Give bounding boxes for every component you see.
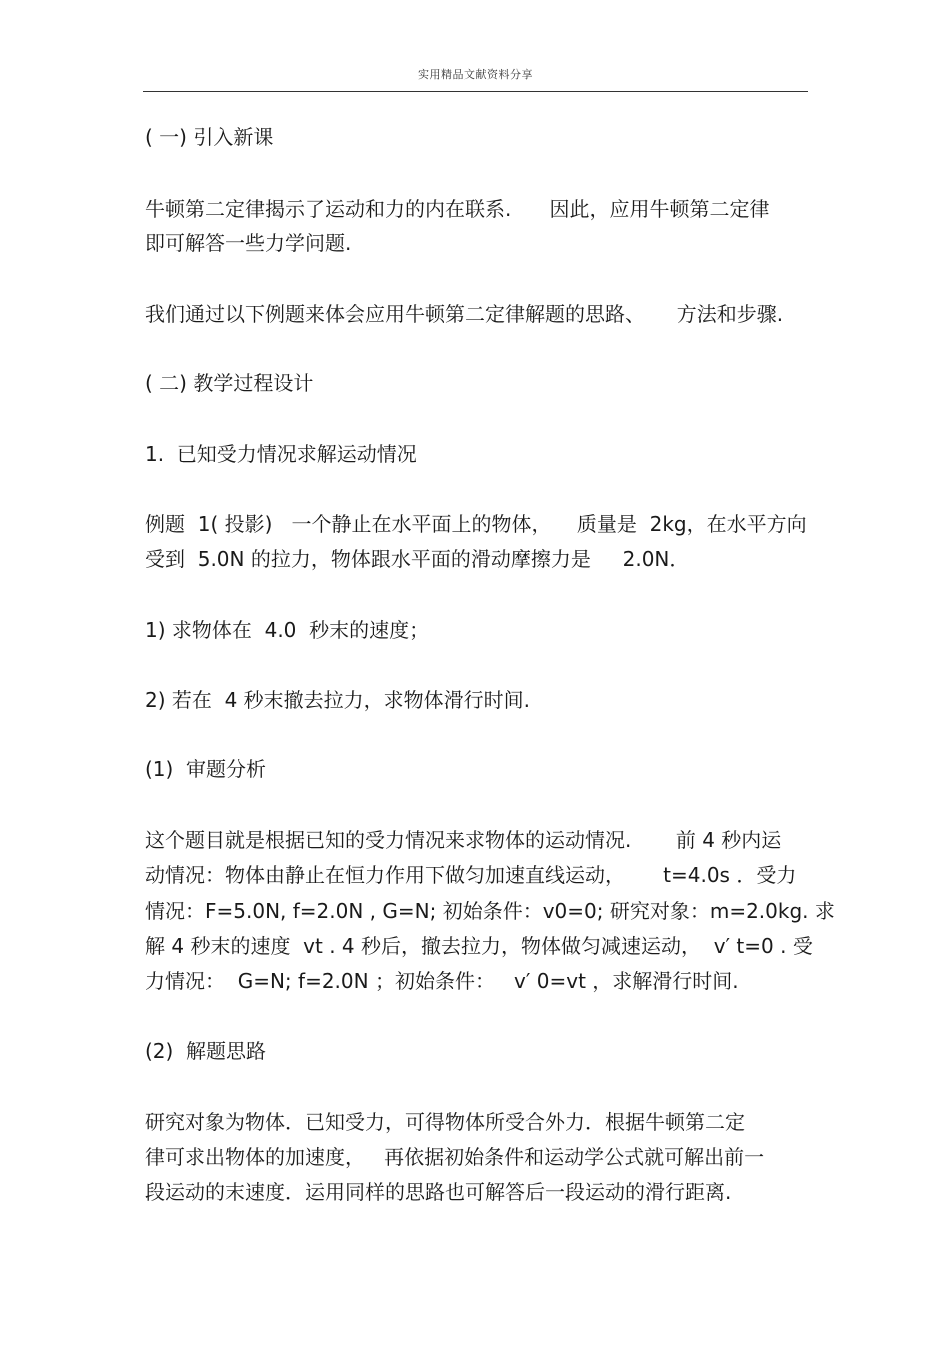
paragraph-line: 动情况：物体由静止在恒力作用下做匀加速直线运动， t=4.0s ．受力 <box>145 863 797 887</box>
paragraph-line: 受到 5.0N 的拉力，物体跟水平面的滑动摩擦力是 2.0N． <box>145 547 690 571</box>
paragraph-line: 研究对象为物体．已知受力，可得物体所受合外力．根据牛顿第二定 <box>145 1110 745 1134</box>
paragraph-line: 律可求出物体的加速度， 再依据初始条件和运动学公式就可解出前一 <box>145 1145 765 1169</box>
paragraph-line: 情况：F=5.0N, f=2.0N , G=N; 初始条件：v0=0; 研究对象：m=2.0kg. 求 <box>145 899 835 923</box>
question-item: 1) 求物体在 4.0 秒末的速度； <box>145 618 430 642</box>
paragraph-line: 我们通过以下例题来体会应用牛顿第二定律解题的思路、 方法和步骤. <box>145 302 784 326</box>
question-item: 2) 若在 4 秒末撤去拉力，求物体滑行时间. <box>145 688 531 712</box>
paragraph-line: 即可解答一些力学问题. <box>145 231 352 255</box>
page-header: 实用精品文献资料分享 <box>418 68 533 81</box>
subsection-heading: 1. 已知受力情况求解运动情况 <box>145 442 417 466</box>
subsection-heading: (2) 解题思路 <box>145 1039 267 1063</box>
section-heading-intro: ( 一) 引入新课 <box>145 125 274 149</box>
paragraph-line: 段运动的末速度．运用同样的思路也可解答后一段运动的滑行距离. <box>145 1180 732 1204</box>
paragraph-line: 力情况： G=N; f=2.0N ；初始条件： v′ 0=vt ，求解滑行时间. <box>145 969 739 993</box>
header-rule <box>143 91 808 92</box>
subsection-heading: (1) 审题分析 <box>145 757 267 781</box>
paragraph-line: 例题 1( 投影) 一个静止在水平面上的物体， 质量是 2kg，在水平方向 <box>145 512 807 536</box>
paragraph-line: 解 4 秒末的速度 vt . 4 秒后，撤去拉力，物体做匀减速运动， v′ t=0 . 受 <box>145 934 813 958</box>
paragraph-line: 牛顿第二定律揭示了运动和力的内在联系. 因此，应用牛顿第二定律 <box>145 197 770 221</box>
section-heading-process: ( 二) 教学过程设计 <box>145 371 314 395</box>
paragraph-line: 这个题目就是根据已知的受力情况来求物体的运动情况. 前 4 秒内运 <box>145 828 782 852</box>
